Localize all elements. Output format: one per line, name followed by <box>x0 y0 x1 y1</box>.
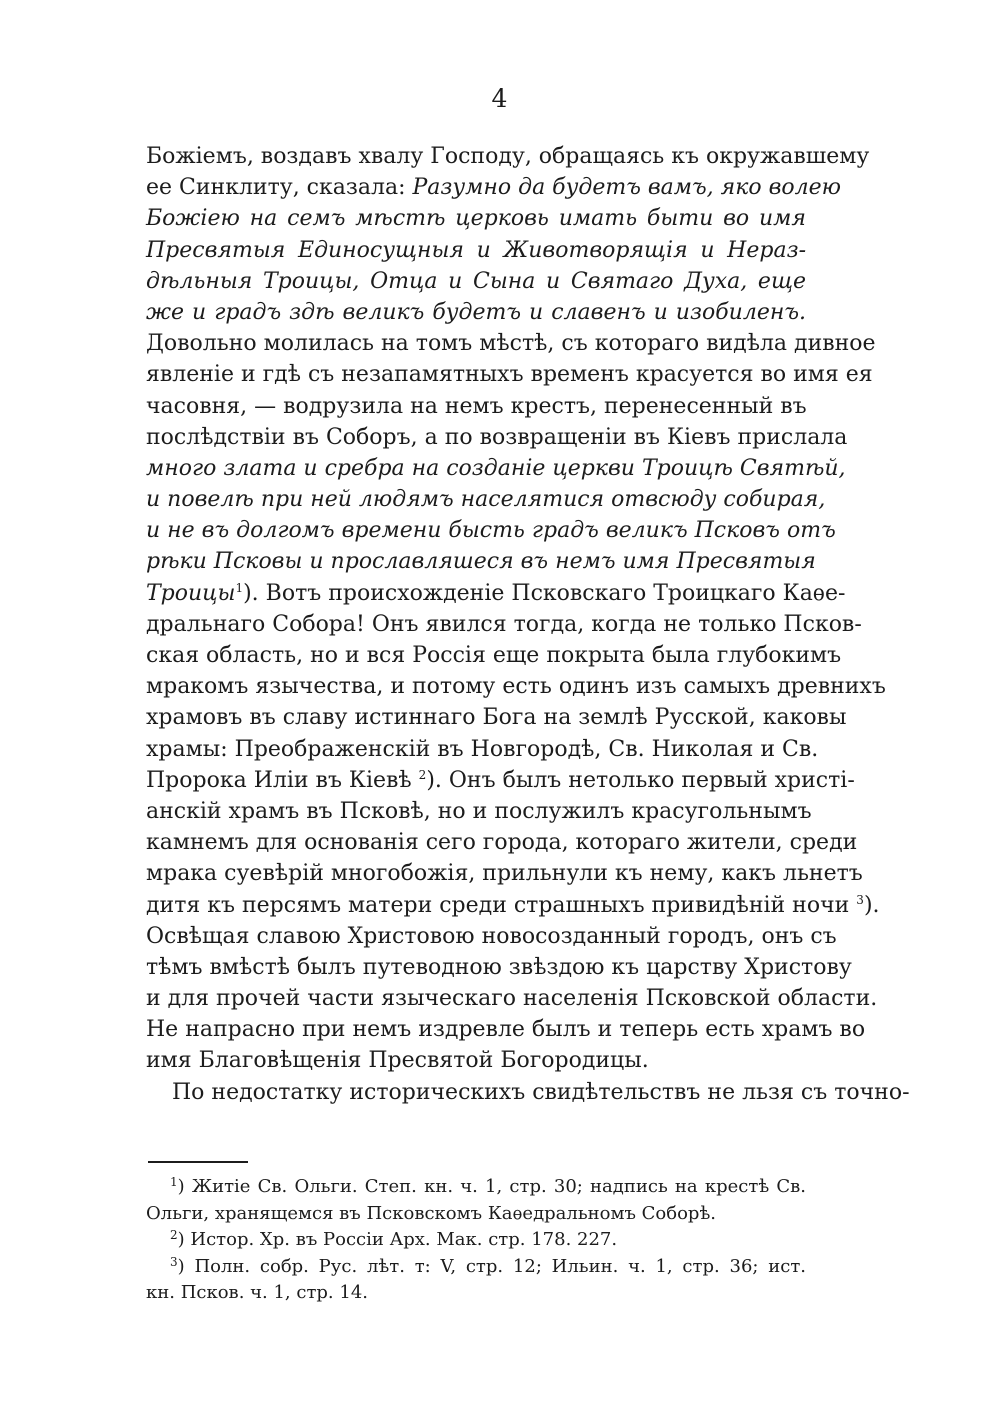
text-line <box>146 671 886 702</box>
italic-quote-segment: же и градъ здѣ великъ будетъ и славенъ и изобиленъ. <box>146 299 806 325</box>
text-segment: храмовъ въ славу истиннаго Бога на землѣ Русской, каковы <box>146 705 847 731</box>
text-line <box>146 391 806 422</box>
text-line <box>146 359 873 390</box>
text-segment: и для прочей части языческаго населенія Псковской области. <box>146 986 878 1012</box>
italic-quote-segment: Божіею на семъ мѣстѣ церковь имать быти во имя <box>146 206 806 232</box>
footnote-reference: 2 <box>418 767 427 782</box>
footnote-separator <box>148 1161 248 1163</box>
text-segment: Не напрасно при немъ издревле былъ и теперь есть храмъ во <box>146 1017 866 1043</box>
text-segment: ская область, но и вся Россія еще покрыта была глубокимъ <box>146 643 842 668</box>
text-line <box>146 765 855 796</box>
text-segment: Довольно молилась на томъ мѣстѣ, съ котораго видѣла дивное <box>146 331 876 357</box>
footnote-reference: 3 <box>856 892 864 907</box>
text-line <box>146 235 806 266</box>
text-segment: ). Вотъ происхожденіе Псковскаго Троицкаго Каѳе- <box>243 580 846 606</box>
footnote-number: 2 <box>170 1228 178 1242</box>
page-number: 4 <box>491 84 509 113</box>
italic-quote-segment: много злата и сребра на созданіе церкви Троицѣ Святѣй, <box>146 455 846 481</box>
text-line <box>146 796 812 827</box>
text-segment: ). Онъ былъ нетолько первый христі- <box>426 767 855 793</box>
text-segment: явленіе и гдѣ съ незапамятныхъ временъ красуется во имя ея <box>146 362 873 388</box>
text-line <box>146 546 816 577</box>
text-segment: По недостатку историческихъ свидѣтельствъ не льзя съ точно- <box>172 1079 910 1105</box>
text-segment: мрака суевѣрій многобожія, прильнули къ нему, какъ льнетъ <box>146 861 863 887</box>
text-segment: имя Благовѣщенія Пресвятой Богородицы. <box>146 1048 649 1074</box>
italic-quote-segment: дѣльныя Троицы, Отца и Сына и Святаго Духа, еще <box>146 268 806 294</box>
italic-quote-segment: Пресвятыя Единосущныя и Животворящія и Нераз- <box>146 237 806 263</box>
text-segment: послѣдствіи въ Соборъ, а по возвращеніи въ Кіевъ прислала <box>146 424 848 450</box>
text-line <box>146 1045 806 1076</box>
text-line <box>146 203 806 234</box>
text-segment: дитя къ персямъ матери среди страшныхъ привидѣній ночи <box>146 892 857 918</box>
footnote-text: Ольги, хранящемся въ Псковскомъ Каѳедральномъ Соборѣ. <box>146 1202 717 1224</box>
italic-quote-segment: Разумно да будетъ вамъ, яко волею <box>412 175 842 201</box>
footnote-number: 3 <box>170 1254 178 1269</box>
text-line <box>146 453 846 484</box>
text-line <box>146 734 819 765</box>
text-line <box>146 484 826 515</box>
footnote-text: ) Житіе Св. Ольги. Степ. кн. ч. 1, стр. 30; надпись на крестѣ Св. <box>177 1176 806 1197</box>
text-line <box>146 1077 910 1108</box>
text-segment: ее Синклиту, сказала: <box>146 175 413 201</box>
text-line <box>146 578 846 609</box>
italic-quote-segment: и не въ долгомъ времени бысть градъ великъ Псковъ отъ <box>146 518 836 544</box>
text-line <box>146 141 870 172</box>
text-segment: камнемъ для основанія сего города, котораго жители, среди <box>146 830 858 856</box>
text-line <box>146 1014 866 1045</box>
text-segment: часовня, — водрузила на немъ крестъ, перенесенный въ <box>146 393 807 419</box>
footnote-number: 1 <box>170 1175 178 1189</box>
text-line <box>146 890 880 921</box>
text-line <box>146 297 806 328</box>
italic-quote-segment: Троицы <box>146 580 236 606</box>
italic-quote-segment: рѣки Псковы и прославляшеся въ немъ имя Пресвятыя <box>146 549 816 575</box>
text-line <box>146 515 836 546</box>
footnote-line <box>146 1201 806 1228</box>
text-segment: Божіемъ, воздавъ хвалу Господу, обращаясь къ окружавшему <box>146 144 870 169</box>
footnote-reference: 1 <box>235 580 244 595</box>
text-segment: Пророка Иліи въ Кіевѣ <box>146 767 419 793</box>
text-segment: ). <box>863 892 880 918</box>
text-line <box>146 858 863 889</box>
text-line <box>146 640 842 671</box>
footnotes <box>146 1174 806 1307</box>
text-segment: мракомъ язычества, и потому есть одинъ изъ самыхъ древнихъ <box>146 674 886 700</box>
text-line <box>146 827 858 858</box>
text-segment: тѣмъ вмѣстѣ былъ путеводною звѣздою къ царству Христову <box>146 954 852 980</box>
text-line <box>146 172 842 203</box>
footnote-line <box>146 1280 806 1307</box>
footnote-text: ) Полн. собр. Рус. лѣт. т: V, стр. 12; Ильин. ч. 1, стр. 36; ист. <box>177 1255 806 1277</box>
text-segment: дральнаго Собора! Онъ явился тогда, когда не только Псков- <box>146 611 862 637</box>
text-segment: анскій храмъ въ Псковѣ, но и послужилъ красугольнымъ <box>146 798 812 824</box>
text-line <box>146 609 862 640</box>
text-segment: храмы: Преображенскій въ Новгородѣ, Св. Николая и Св. <box>146 736 819 762</box>
footnote-line <box>146 1227 806 1254</box>
footnote-text: кн. Псков. ч. 1, стр. 14. <box>146 1282 369 1303</box>
text-line <box>146 328 876 359</box>
text-segment: Освѣщая славою Христовою новосозданный городъ, онъ съ <box>146 923 837 949</box>
main-text <box>146 141 910 1108</box>
text-line <box>146 422 848 453</box>
footnote-line <box>146 1174 806 1201</box>
text-line <box>146 266 806 297</box>
text-line <box>146 983 878 1014</box>
footnote-line <box>146 1254 806 1281</box>
italic-quote-segment: и повелѣ при ней людямъ населятися отвсюду собирая, <box>146 487 826 513</box>
text-line <box>146 921 837 952</box>
text-line <box>146 702 847 733</box>
text-line <box>146 952 852 983</box>
footnote-text: ) Истор. Хр. въ Россіи Арх. Мак. стр. 178. 227. <box>177 1229 618 1250</box>
